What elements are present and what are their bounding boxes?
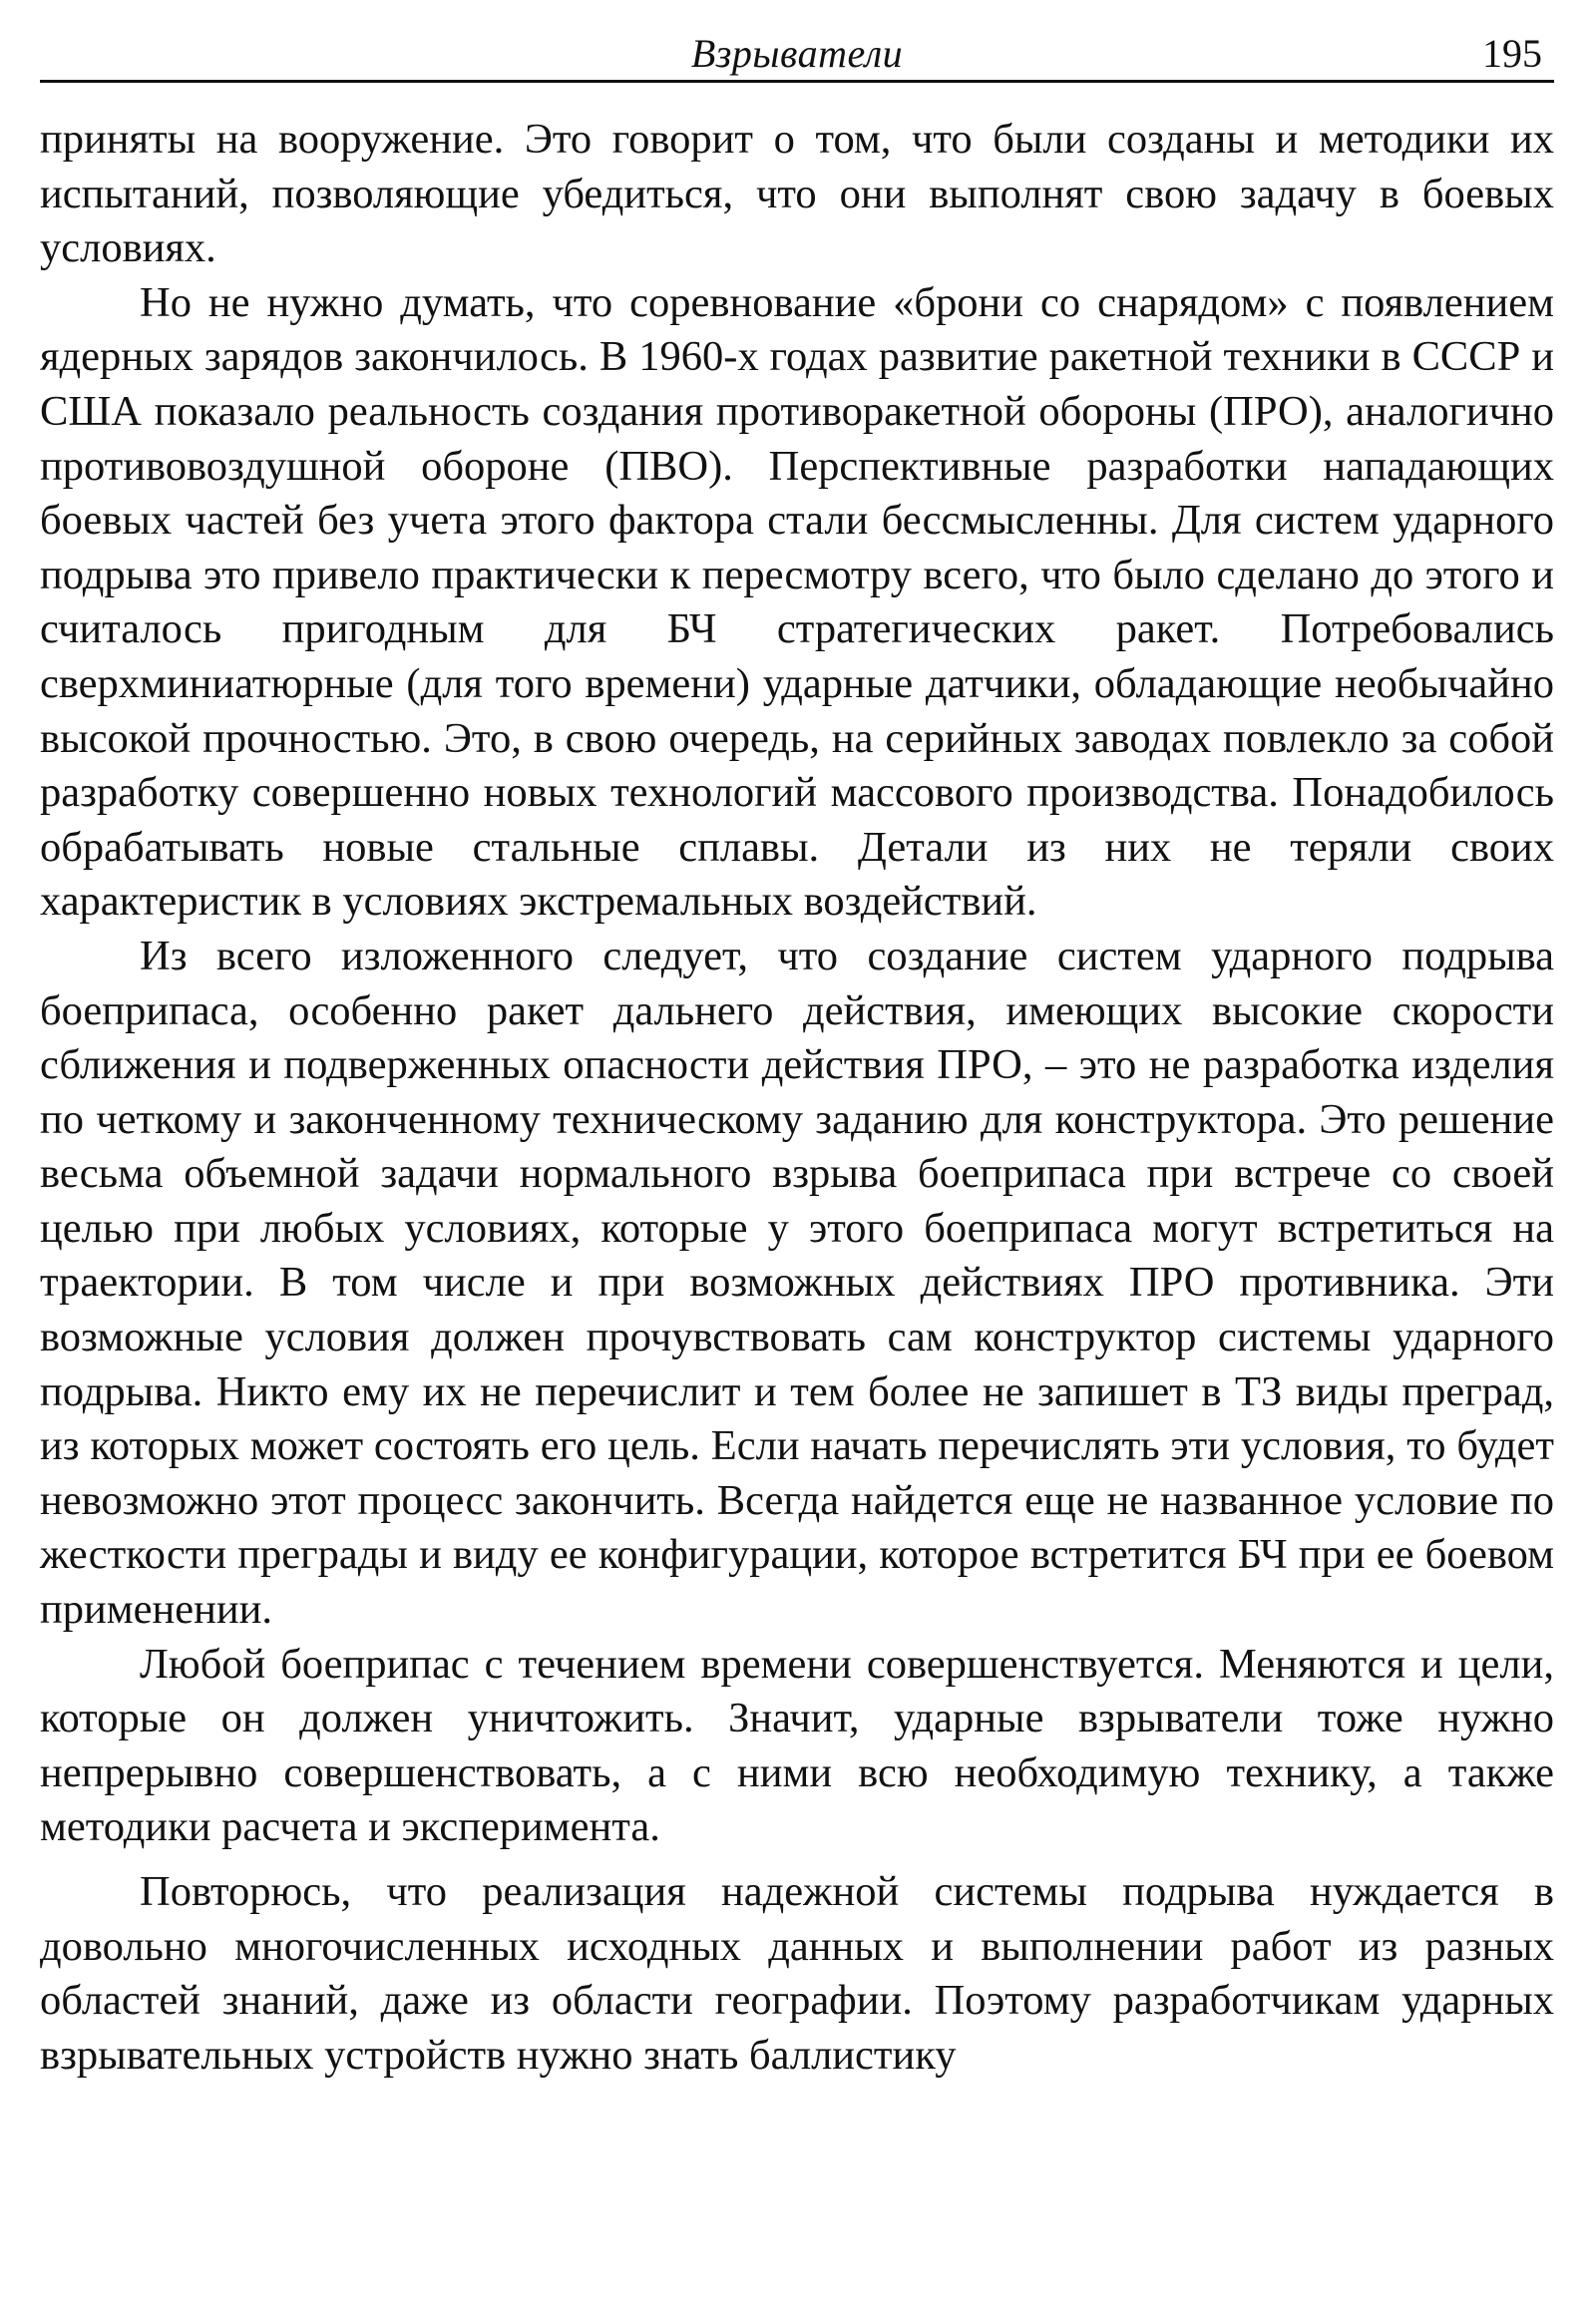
paragraph-design-task: Из всего изложенного следует, что создание систем ударного подрыва боеприпаса, особенно ракет дальнего действия, имеющих высокие скорости сближения и подверженных опасности действия ПРО, – это не разработка изделия по четкому и законченному техническому заданию для конструктора. Это решение весьма объемной задачи нормального взрыва боеприпаса при встрече со своей целью при любых условиях, которые у этого боеприпаса могут встретиться на траектории. В том числе и при возможных действиях ПРО противника. Эти возможные условия должен прочувствовать сам конструктор системы ударного подрыва. Никто ему их не перечислит и тем более не запишет в ТЗ виды преград, из которых может состоять его цель. Если начать перечислять эти условия, то будет невозможно этот процесс закончить. Всегда найдется еще не названное условие по жесткости преграды и виду ее конфигурации, которое встретится БЧ при ее боевом применении. — [40, 932, 1554, 1634]
paragraph-continued: приняты на вооружение. Это говорит о том, что были созданы и методики их испытаний, позволяющие убедиться, что они выполнят свою задачу в боевых условиях. — [40, 116, 1554, 272]
body-text — [40, 113, 1554, 2083]
running-header — [40, 22, 1554, 83]
running-header-title: Взрыватели — [690, 31, 904, 76]
paragraph-improvement: Любой боеприпас с течением времени совершенствуется. Меняются и цели, которые он должен уничтожить. Значит, ударные взрыватели тоже нужно непрерывно совершенствовать, а с ними всю необходимую технику, а также методики расчета и эксперимента. — [40, 1640, 1554, 1851]
book-page — [40, 22, 1554, 2286]
paragraph-requirements: Повторюсь, что реализация надежной системы подрыва нуждается в довольно многочисленных исходных данных и выполнении работ из разных областей знаний, даже из области географии. Поэтому разработчикам ударных взрывательных устройств нужно знать баллистику — [40, 1868, 1554, 2079]
paragraph-armor-vs-shell: Но не нужно думать, что соревнование «брони со снарядом» с появлением ядерных зарядов закончилось. В 1960-х годах развитие ракетной техники в СССР и США показало реальность создания противоракетной обороны (ПРО), аналогично противовоздушной обороне (ПВО). Перспективные разработки нападающих боевых частей без учета этого фактора стали бессмысленны. Для систем ударного подрыва это привело практически к пересмотру всего, что было сделано до этого и считалось пригодным для БЧ стратегических ракет. Потребовались сверхминиатюрные (для того времени) ударные датчики, обладающие необычайно высокой прочностью. Это, в свою очередь, на серийных заводах повлекло за собой разработку совершенно новых технологий массового производства. Понадобилось обрабатывать новые стальные сплавы. Детали из них не теряли своих характеристик в условиях экстремальных воздействий. — [40, 278, 1554, 926]
page-number: 195 — [1482, 31, 1542, 76]
